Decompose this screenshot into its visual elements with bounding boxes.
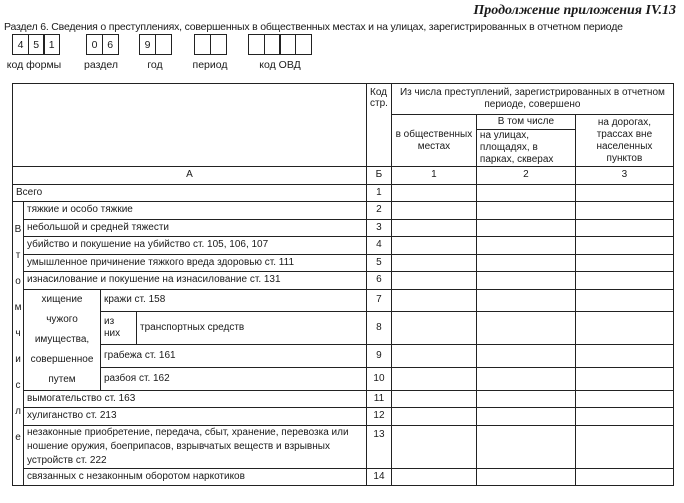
- appendix-label: Продолжение приложения IV.13: [473, 3, 676, 18]
- cell-col2[interactable]: [476, 390, 575, 408]
- row-code: 13: [367, 425, 392, 468]
- letter-b: Б: [367, 167, 392, 185]
- cell-col2[interactable]: [476, 367, 575, 390]
- vertical-letter: с: [15, 380, 21, 391]
- form-code-label: код формы: [6, 59, 62, 71]
- period-label: период: [192, 59, 228, 71]
- table-row: [13, 344, 674, 367]
- cell-col3[interactable]: [575, 390, 673, 408]
- table-row: [13, 219, 674, 237]
- cell-col1[interactable]: [391, 289, 476, 312]
- cell-col2[interactable]: [476, 254, 575, 272]
- cell-col1[interactable]: [391, 184, 476, 202]
- cell-col3[interactable]: [575, 289, 673, 312]
- cell-col2[interactable]: [476, 289, 575, 312]
- section-code-boxes: [86, 34, 117, 55]
- digit-box[interactable]: [295, 34, 312, 55]
- letter-row: [13, 167, 674, 185]
- cell-col1[interactable]: [391, 202, 476, 220]
- cell-col2[interactable]: [476, 219, 575, 237]
- digit-box[interactable]: 4: [12, 34, 29, 55]
- table-row: [13, 184, 674, 202]
- cell-col3[interactable]: [575, 219, 673, 237]
- row-label: умышленное причинение тяжкого вреда здоровью ст. 111: [24, 254, 367, 272]
- cell-col2[interactable]: [476, 237, 575, 255]
- vertical-letter: л: [15, 406, 21, 417]
- digit-box[interactable]: [279, 34, 296, 55]
- row-code: 14: [367, 468, 392, 486]
- table-row: [13, 237, 674, 255]
- table-row: [13, 408, 674, 426]
- digit-box[interactable]: [264, 34, 281, 55]
- digit-box[interactable]: 9: [139, 34, 156, 55]
- cell-col3[interactable]: [575, 272, 673, 290]
- table-row: [13, 254, 674, 272]
- cell-col2[interactable]: [476, 202, 575, 220]
- cell-col1[interactable]: [391, 408, 476, 426]
- section-code-label: раздел: [84, 59, 118, 71]
- year-boxes: [139, 34, 170, 55]
- cell-col3[interactable]: [575, 344, 673, 367]
- vertical-letter: ч: [15, 328, 21, 339]
- row-label: вымогательство ст. 163: [24, 390, 367, 408]
- header-blank: [13, 84, 367, 167]
- code-col-header: Код стр.: [367, 84, 392, 167]
- cell-col2[interactable]: [476, 184, 575, 202]
- table-row: [13, 390, 674, 408]
- cell-col1[interactable]: [391, 367, 476, 390]
- row-code: 10: [367, 367, 392, 390]
- vertical-letter: т: [15, 250, 21, 261]
- cell-col1[interactable]: [391, 390, 476, 408]
- cell-col2[interactable]: [476, 468, 575, 486]
- group-header: Из числа преступлений, зарегистрированных в отчетном периоде, совершено: [391, 84, 673, 115]
- table-row: [13, 425, 674, 468]
- table-row: [13, 312, 674, 345]
- letter-a: А: [13, 167, 367, 185]
- digit-box[interactable]: [155, 34, 172, 55]
- cell-col2[interactable]: [476, 272, 575, 290]
- num-1: 1: [391, 167, 476, 185]
- row-label: убийство и покушение на убийство ст. 105, 106, 107: [24, 237, 367, 255]
- ovd-code-boxes: [248, 34, 310, 55]
- header-row-1: [13, 84, 674, 115]
- digit-box[interactable]: 6: [102, 34, 119, 55]
- cell-col2[interactable]: [476, 408, 575, 426]
- vertical-letter: о: [15, 276, 21, 287]
- form-code-boxes: [12, 34, 59, 55]
- cell-col1[interactable]: [391, 468, 476, 486]
- row-label: тяжкие и особо тяжкие: [24, 202, 367, 220]
- row-code: 6: [367, 272, 392, 290]
- incl-header: В том числе: [476, 115, 575, 130]
- row-label: связанных с незаконным оборотом наркотиков: [24, 468, 367, 486]
- cell-col1[interactable]: [391, 344, 476, 367]
- cell-col3[interactable]: [575, 202, 673, 220]
- cell-col3[interactable]: [575, 184, 673, 202]
- row-label: разбоя ст. 162: [101, 367, 367, 390]
- period-boxes: [194, 34, 225, 55]
- num-2: 2: [476, 167, 575, 185]
- cell-col3[interactable]: [575, 408, 673, 426]
- cell-col3[interactable]: [575, 425, 673, 468]
- cell-col2[interactable]: [476, 312, 575, 345]
- cell-col1[interactable]: [391, 237, 476, 255]
- num-3: 3: [575, 167, 673, 185]
- digit-box[interactable]: [194, 34, 211, 55]
- section-title: Раздел 6. Сведения о преступлениях, совершенных в общественных местах и на улицах, зарегистрированных в отчетном периоде: [4, 21, 623, 33]
- row-label: изнасилование и покушение на изнасилование ст. 131: [24, 272, 367, 290]
- row-code: 2: [367, 202, 392, 220]
- row-code: 9: [367, 344, 392, 367]
- col1-header: в общественных местах: [391, 115, 476, 167]
- row-code: 7: [367, 289, 392, 312]
- vertical-letter: В: [14, 224, 22, 235]
- row-label: грабежа ст. 161: [101, 344, 367, 367]
- digit-box[interactable]: 1: [43, 34, 60, 55]
- table-row: [13, 202, 674, 220]
- cell-col2[interactable]: [476, 344, 575, 367]
- row-label: кражи ст. 158: [101, 289, 367, 312]
- table-row: [13, 468, 674, 486]
- row-label: хулиганство ст. 213: [24, 408, 367, 426]
- cell-col3[interactable]: [575, 312, 673, 345]
- cell-col3[interactable]: [575, 254, 673, 272]
- year-label: год: [147, 59, 163, 71]
- cell-col1[interactable]: [391, 312, 476, 345]
- vertical-letter: и: [15, 354, 21, 365]
- digit-box[interactable]: [248, 34, 265, 55]
- col2-header: на улицах, площадях, в парках, скверах: [476, 130, 575, 167]
- vertical-label: [13, 202, 24, 486]
- row-code: 8: [367, 312, 392, 345]
- row-code: 3: [367, 219, 392, 237]
- table-row: [13, 272, 674, 290]
- row-code: 12: [367, 408, 392, 426]
- cell-col3[interactable]: [575, 237, 673, 255]
- table-row: [13, 289, 674, 312]
- col3-header: на дорогах, трассах вне населенных пунктов: [575, 115, 673, 167]
- row-label: транспортных средств: [137, 312, 367, 345]
- digit-box[interactable]: 0: [86, 34, 103, 55]
- of-them-label: из них: [101, 312, 137, 345]
- row-label: Всего: [13, 184, 367, 202]
- digit-box[interactable]: [210, 34, 227, 55]
- row-code: 5: [367, 254, 392, 272]
- cell-col1[interactable]: [391, 219, 476, 237]
- cell-col1[interactable]: [391, 254, 476, 272]
- vertical-letter: е: [15, 432, 21, 443]
- digit-box[interactable]: 5: [28, 34, 45, 55]
- cell-col3[interactable]: [575, 468, 673, 486]
- cell-col1[interactable]: [391, 425, 476, 468]
- vertical-letter: м: [14, 302, 22, 313]
- row-label: небольшой и средней тяжести: [24, 219, 367, 237]
- crime-table: [12, 83, 674, 486]
- row-code: 4: [367, 237, 392, 255]
- theft-group-label: хищение чужого имущества, совершенное путем: [24, 289, 101, 390]
- ovd-code-label: код ОВД: [259, 59, 301, 71]
- cell-col1[interactable]: [391, 272, 476, 290]
- row-code: 11: [367, 390, 392, 408]
- row-label: незаконные приобретение, передача, сбыт, хранение, перевозка или ношение оружия, боеприпасов, взрывчатых веществ и взрывных устройств ст. 222: [24, 425, 367, 468]
- cell-col2[interactable]: [476, 425, 575, 468]
- table-row: [13, 367, 674, 390]
- cell-col3[interactable]: [575, 367, 673, 390]
- row-code: 1: [367, 184, 392, 202]
